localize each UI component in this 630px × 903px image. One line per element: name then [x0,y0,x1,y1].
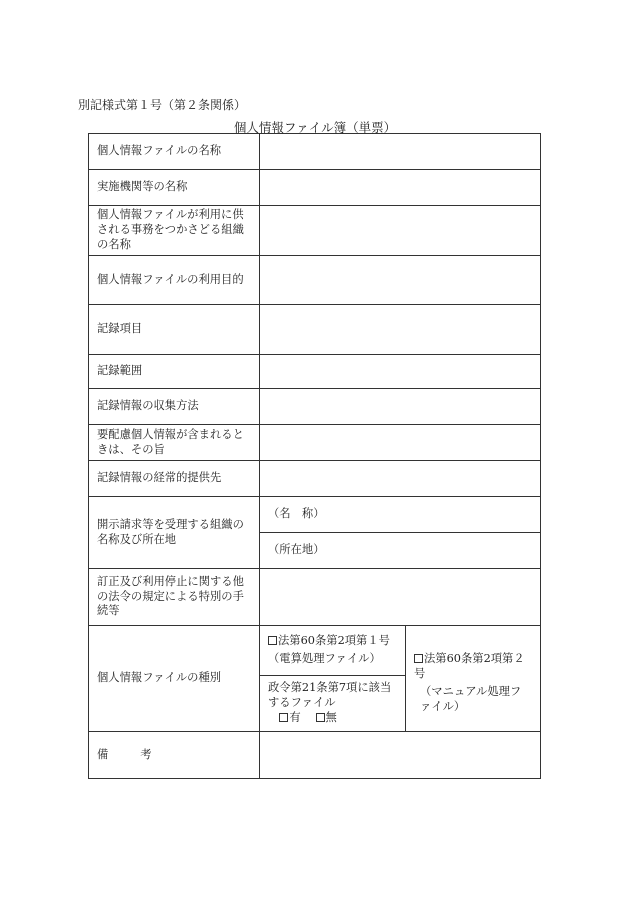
row-organization [89,206,541,256]
label-file-name: 個人情報ファイルの名称 [89,134,260,170]
value-remarks[interactable] [260,732,541,779]
personal-info-file-register-table [88,133,541,779]
label-record-scope: 記録範囲 [89,355,260,389]
label-record-items: 記録項目 [89,305,260,355]
checkbox-electronic[interactable] [268,636,277,645]
option-electronic-file[interactable] [260,626,406,676]
value-disclosure-address-cell[interactable] [260,533,541,569]
value-purpose[interactable] [260,256,541,305]
option-manual-line1: 法第60条第2項第２号 [414,652,525,680]
option-electronic-line2: （電算処理ファイル） [268,652,381,665]
row-disclosure-name [89,497,541,533]
checkbox-manual[interactable] [414,654,423,663]
value-regular-recipients[interactable] [260,461,541,497]
form-number: 別記様式第１号（第２条関係） [78,98,247,112]
row-record-items [89,305,541,355]
row-sensitive-info [89,425,541,461]
label-organization: 個人情報ファイルが利用に供される事務をつかさどる組織の名称 [89,206,260,256]
row-regular-recipients [89,461,541,497]
value-record-scope[interactable] [260,355,541,389]
label-agency-name: 実施機関等の名称 [89,170,260,206]
value-collection-method[interactable] [260,389,541,425]
option-manual-file[interactable] [406,626,541,732]
row-special-procedures [89,569,541,626]
checkbox-yes[interactable] [279,713,288,722]
value-file-name[interactable] [260,134,541,170]
value-sensitive-info[interactable] [260,425,541,461]
value-agency-name[interactable] [260,170,541,206]
label-remarks [89,732,260,779]
option-electronic-line1: 法第60条第2項第１号 [278,634,390,648]
row-record-scope [89,355,541,389]
label-sensitive-info: 要配慮個人情報が含まれるときは、その旨 [89,425,260,461]
ordinance-cell [260,676,406,732]
row-collection-method [89,389,541,425]
label-disclosure-org: 開示請求等を受理する組織の名称及び所在地 [89,497,260,569]
disclosure-address-label: （所在地） [268,543,325,557]
row-file-type-top [89,626,541,676]
remarks-label-text: 備考 [97,747,184,761]
yes-label: 有 [289,710,301,724]
row-agency-name [89,170,541,206]
page-title: 個人情報ファイル簿（単票） [233,120,397,135]
label-collection-method: 記録情報の収集方法 [89,389,260,425]
ordinance-text: 政令第21条第7項に該当するファイル [268,681,392,710]
value-organization[interactable] [260,206,541,256]
value-record-items[interactable] [260,305,541,355]
label-regular-recipients: 記録情報の経常的提供先 [89,461,260,497]
row-remarks [89,732,541,779]
value-disclosure-name-cell[interactable] [260,497,541,533]
value-special-procedures[interactable] [260,569,541,626]
label-purpose: 個人情報ファイルの利用目的 [89,256,260,305]
checkbox-no[interactable] [316,713,325,722]
no-label: 無 [325,710,337,724]
label-special-procedures: 訂正及び利用停止に関する他の法令の規定による特別の手続等 [89,569,260,626]
option-manual-line2: （マニュアル処理ファイル） [420,684,522,713]
row-purpose [89,256,541,305]
row-file-name [89,134,541,170]
label-file-type: 個人情報ファイルの種別 [89,626,260,732]
disclosure-name-label: （名 称） [268,507,325,521]
